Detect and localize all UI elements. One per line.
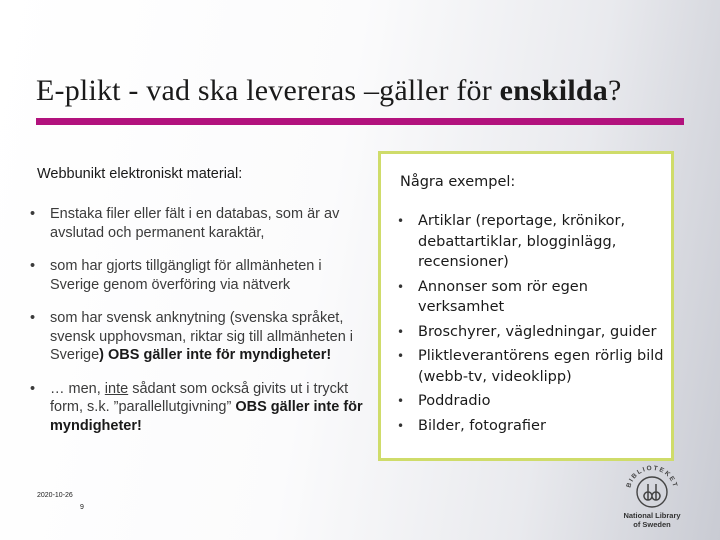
- examples-box: [378, 151, 674, 461]
- examples-list: [393, 211, 667, 440]
- library-name-line2: of Sweden: [633, 520, 671, 529]
- left-bullet-list: [28, 205, 368, 450]
- left-bullet-4: [28, 380, 368, 436]
- left-bullet-4-text: sådant som också givits ut i tryckt form, s.k. ”parallellutgivning”: [50, 380, 349, 415]
- library-name-line1: National Library: [623, 511, 681, 520]
- seal-ring-textpath: BIBLIOTEKET: [625, 464, 679, 489]
- left-bullet-1-text: Enstaka filer eller fält i en databas, som är av avslutad och permanent karaktär,: [50, 206, 340, 241]
- left-bullet-3: [28, 309, 368, 365]
- example-item: • Broschyrer, vägledningar, guider: [393, 322, 667, 343]
- left-heading: Webbunikt elektroniskt material:: [37, 166, 243, 182]
- example-item: • Annonser som rör egen verksamhet: [393, 277, 667, 318]
- example-item: • Bilder, fotografier: [393, 416, 667, 437]
- example-item: • Artiklar (reportage, krönikor, debattartiklar, blogginlägg, recensioner): [393, 211, 667, 273]
- left-bullet-4-underlined: inte: [104, 380, 129, 397]
- title-emphasis: enskilda: [499, 74, 608, 107]
- footer-date: 2020-10-26: [37, 492, 73, 499]
- page-number: 9: [80, 504, 84, 511]
- example-item: • Poddradio: [393, 391, 667, 412]
- seal-monogram: [644, 484, 660, 500]
- left-bullet-4-obs: OBS gäller inte för myndigheter!: [50, 399, 363, 434]
- left-bullet-3-obs: ) OBS gäller inte för myndigheter!: [99, 347, 332, 363]
- slide-title: [36, 74, 706, 108]
- left-bullet-3-text: som har svensk anknytning (svenska språket, svensk upphovsman, riktar sig till allmänheten i Sverige: [50, 310, 354, 363]
- title-underline-bar: [36, 118, 684, 125]
- left-bullet-4-lead: … men,: [50, 380, 105, 397]
- left-bullet-1: [28, 205, 368, 242]
- title-end: ?: [607, 74, 622, 107]
- examples-heading: Några exempel:: [400, 174, 516, 190]
- example-item: • Pliktleverantörens egen rörlig bild (webb-tv, videoklipp): [393, 346, 667, 387]
- left-bullet-2: [28, 257, 368, 294]
- seal-ring: [637, 477, 667, 507]
- title-main: E-plikt - vad ska levereras –gäller för: [36, 74, 500, 107]
- library-name: [616, 511, 688, 529]
- left-bullet-2-text: som har gjorts tillgängligt för allmänheten i Sverige genom överföring via nätverk: [50, 258, 322, 293]
